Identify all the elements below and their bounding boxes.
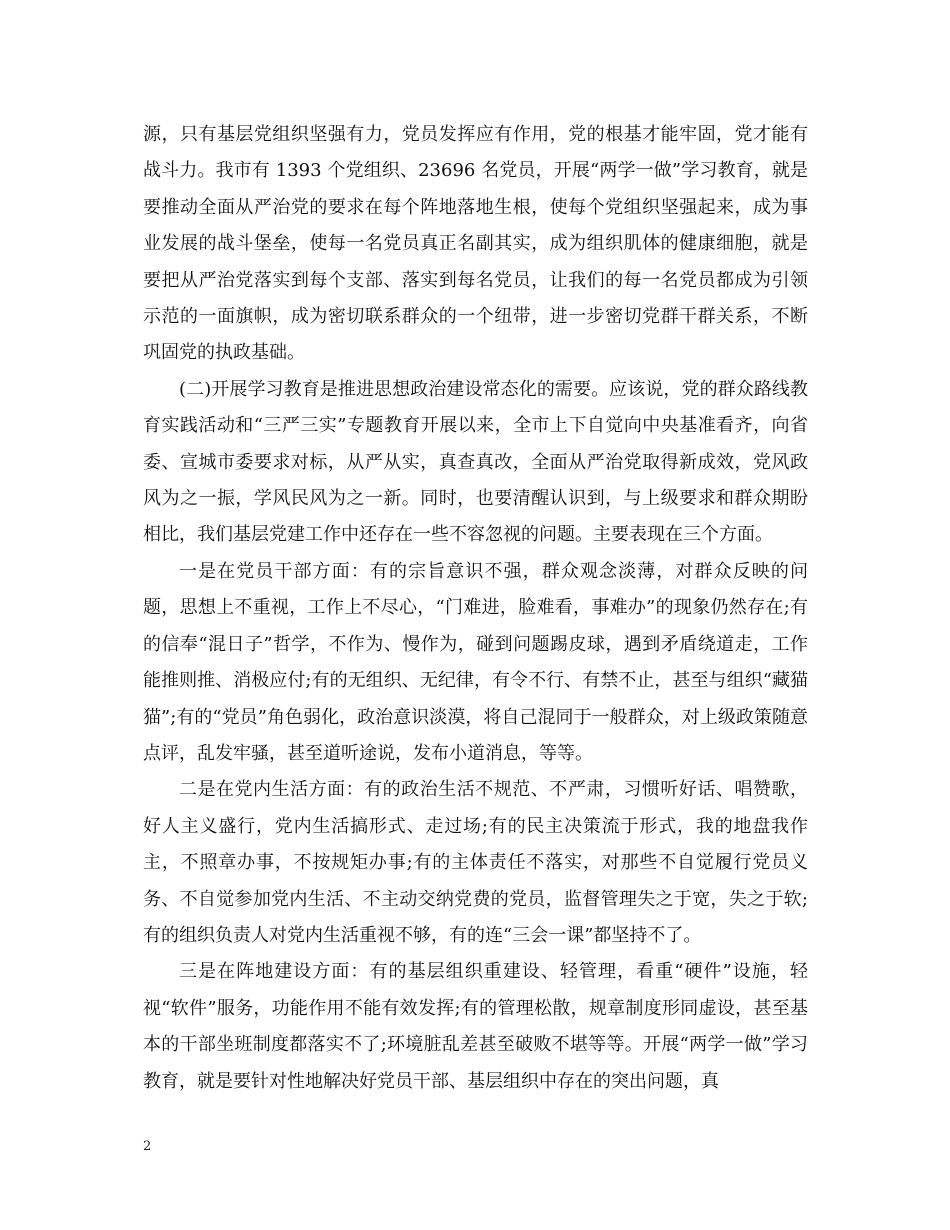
paragraph-2: (二)开展学习教育是推进思想政治建设常态化的需要。应该说，党的群众路线教育实践活动和“三严三实”专题教育开展以来，全市上下自觉向中央基准看齐，向省委、宣城市委要求对标，从严从实，真查真改，全面从严治党取得新成效，党风政风为之一振，学风民风为之一新。同时，也要清醒认识到，与上级要求和群众期盼相比，我们基层党建工作中还存在一些不容忽视的问题。主要表现在三个方面。 <box>143 378 808 546</box>
page-number: 2 <box>143 1139 152 1154</box>
paragraph-5: 三是在阵地建设方面：有的基层组织重建设、轻管理，看重“硬件”设施，轻视“软件”服务，功能作用不能有效发挥;有的管理松散，规章制度形同虚设，甚至基本的干部坐班制度都落实不了;环境脏乱差甚至破败不堪等等。开展“两学一做”学习教育，就是要针对性地解决好党员干部、基层组织中存在的突出问题，真 <box>143 961 808 1092</box>
body-text <box>143 117 808 1100</box>
paragraph-1: 源，只有基层党组织坚强有力，党员发挥应有作用，党的根基才能牢固，党才能有战斗力。我市有 1393 个党组织、23696 名党员，开展“两学一做”学习教育，就是要推动全面从严治党的要求在每个阵地落地生根，使每个党组织坚强起来，成为事业发展的战斗堡垒，使每一名党员真正名副其实，成为组织肌体的健康细胞，就是要把从严治党落实到每个支部、落实到每名党员，让我们的每一名党员都成为引领示范的一面旗帜，成为密切联系群众的一个纽带，进一步密切党群干群关系，不断巩固党的执政基础。 <box>143 124 808 364</box>
paragraph-4: 二是在党内生活方面：有的政治生活不规范、不严肃，习惯听好话、唱赞歌，好人主义盛行，党内生活搞形式、走过场;有的民主决策流于形式，我的地盘我作主，不照章办事，不按规矩办事;有的主体责任不落实，对那些不自觉履行党员义务、不自觉参加党内生活、不主动交纳党费的党员，监督管理失之于宽，失之于软;有的组织负责人对党内生活重视不够，有的连“三会一课”都坚持不了。 <box>143 779 808 946</box>
paragraph-3: 一是在党员干部方面：有的宗旨意识不强，群众观念淡薄，对群众反映的问题，思想上不重视，工作上不尽心，“门难进，脸难看，事难办”的现象仍然存在;有的信奉“混日子”哲学，不作为、慢作为，碰到问题踢皮球，遇到矛盾绕道走，工作能推则推、消极应付;有的无组织、无纪律，有令不行、有禁不止，甚至与组织“藏猫猫”;有的“党员”角色弱化，政治意识淡漠，将自己混同于一般群众，对上级政策随意点评，乱发牢骚，甚至道听途说，发布小道消息，等等。 <box>143 560 808 764</box>
